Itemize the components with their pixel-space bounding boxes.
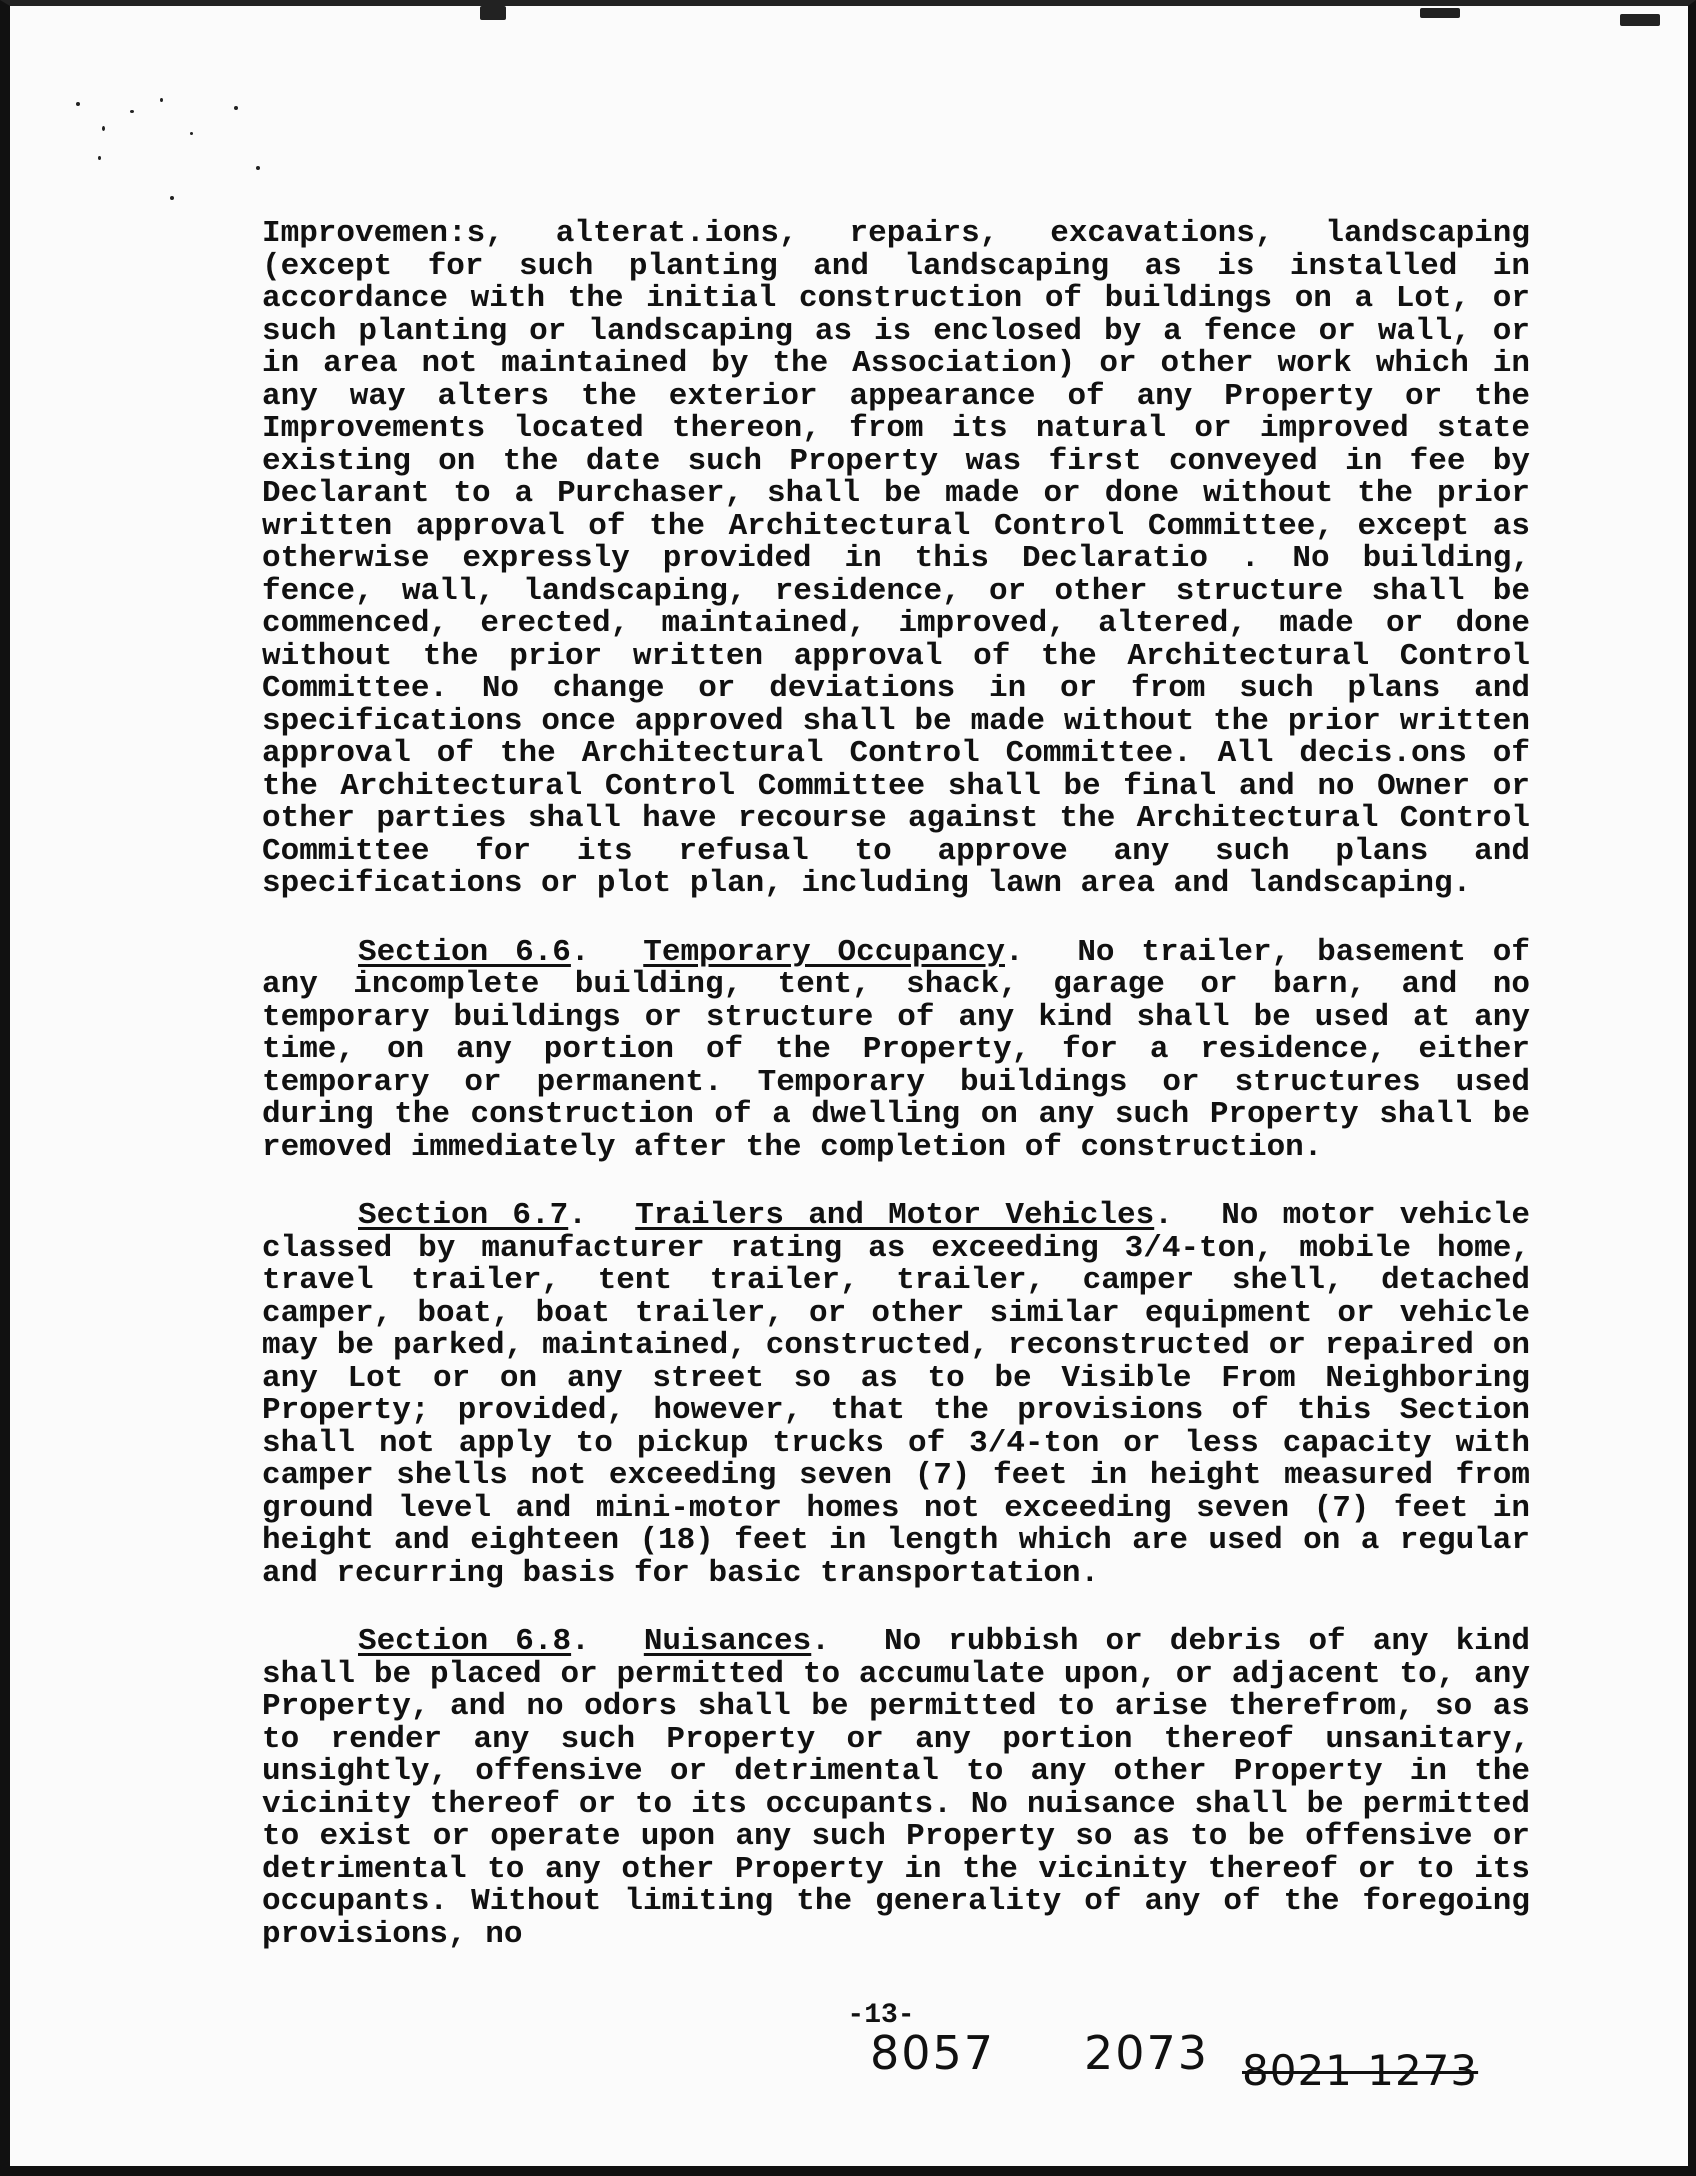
section-text: No trailer, basement of any incomplete building, tent, shack, garage or barn, and no temporary buildings or structure of any kind shall be used at any time, on any portion of the Property, for a residence, either temporary or permanent. Temporary buildings or structures used during the construction of a dwelling on any such Property shall be removed immediately after the completion of construction. [262, 934, 1530, 1165]
page-number: -13- [847, 2000, 915, 2031]
scan-speck [256, 166, 260, 170]
recording-page-number: 2073 [1084, 2026, 1210, 2080]
section-6-6: Section 6.6. Temporary Occupancy. No trailer, basement of any incomplete building, tent, shack, garage or barn, and no temporary buildings or structure of any kind shall be used at any time, on any portion of the Property, for a residence, either temporary or permanent. Temporary buildings or structures used during the construction of a dwelling on any such Property shall be removed immediately after the completion of construction. [262, 934, 1530, 1165]
scan-speck [234, 106, 238, 110]
scan-speck [1420, 8, 1460, 18]
section-text: No rubbish or debris of any kind shall be placed or permitted to accumulate upon, or adjacent to, any Property, and no odors shall be permitted to arise therefrom, so as to render any such Property or any portion thereof unsanitary, unsightly, offensive or detrimental to any other Property in the vicinity thereof or to its occupants. No nuisance shall be permitted to exist or operate upon any such Property so as to be offensive or detrimental to any other Property in the vicinity thereof or to its occupants. Without limiting the generality of any of the foregoing provisions, no [262, 1624, 1530, 1952]
superseded-reference: 8021 1273 [1242, 2046, 1479, 2095]
recording-book-number: 8057 [870, 2026, 996, 2080]
section-label: Section 6.6 [358, 934, 571, 970]
scan-speck [190, 132, 193, 135]
scan-speck [130, 110, 134, 113]
scan-speck [102, 126, 105, 131]
section-title: Temporary Occupancy [643, 934, 1005, 970]
section-label: Section 6.7 [358, 1198, 569, 1233]
scan-speck [76, 102, 80, 106]
scan-speck [160, 98, 163, 102]
section-title: Trailers and Motor Vehicles [635, 1198, 1155, 1233]
scan-speck [170, 196, 174, 200]
section-label: Section 6.8 [358, 1624, 572, 1659]
scan-speck [98, 156, 101, 160]
section-title: Nuisances [643, 1624, 812, 1659]
scan-speck [1620, 14, 1660, 26]
intro-paragraph: Improvemen:s, alterat.ions, repairs, excavations, landscaping (except for such planting and landscaping as is installed in accordance with the initial construction of buildings on a Lot, or such planting or landscaping as is enclosed by a fence or wall, or in area not maintained by the Association) or other work which in any way alters the exterior appearance of any Property or the Improvements located thereon, from its natural or improved state existing on the date such Property was first conveyed in fee by Declarant to a Purchaser, shall be made or done without the prior written approval of the Architectural Control Committee, except as otherwise expressly provided in this Declaratio . No building, fence, wall, landscaping, residence, or other structure shall be commenced, erected, maintained, improved, altered, made or done without the prior written approval of the Architectural Control Committee. No change or deviations in or from such plans and specifications once approved shall be made without the prior written approval of the Architectural Control Committee. All decis.ons of the Architectural Control Committee shall be final and no Owner or other parties shall have recourse against the Architectural Control Committee for its refusal to approve any such plans and specifications or plot plan, including lawn area and landscaping. [262, 216, 1530, 901]
section-6-8: Section 6.8. Nuisances. No rubbish or debris of any kind shall be placed or permitted to accumulate upon, or adjacent to, any Property, and no odors shall be permitted to arise therefrom, so as to render any such Property or any portion thereof unsanitary, unsightly, offensive or detrimental to any other Property in the vicinity thereof or to its occupants. No nuisance shall be permitted to exist or operate upon any such Property so as to be offensive or detrimental to any other Property in the vicinity thereof or to its occupants. Without limiting the generality of any of the foregoing provisions, no [262, 1624, 1530, 1952]
scan-speck [480, 6, 506, 20]
document-body [262, 218, 1530, 1951]
section-text: No motor vehicle classed by manufacturer rating as exceeding 3/4-ton, mobile home, travel trailer, tent trailer, trailer, camper shell, detached camper, boat, boat trailer, or other similar equipment or vehicle may be parked, maintained, constructed, reconstructed or repaired on any Lot or on any street so as to be Visible From Neighboring Property; provided, however, that the provisions of this Section shall not apply to pickup trucks of 3/4-ton or less capacity with camper shells not exceeding seven (7) feet in height measured from ground level and mini-motor homes not exceeding seven (7) feet in height and eighteen (18) feet in length which are used on a regular and recurring basis for basic transportation. [262, 1198, 1530, 1591]
section-6-7: Section 6.7. Trailers and Motor Vehicles. No motor vehicle classed by manufacturer rating as exceeding 3/4-ton, mobile home, travel trailer, tent trailer, trailer, camper shell, detached camper, boat, boat trailer, or other similar equipment or vehicle may be parked, maintained, constructed, reconstructed or repaired on any Lot or on any street so as to be Visible From Neighboring Property; provided, however, that the provisions of this Section shall not apply to pickup trucks of 3/4-ton or less capacity with camper shells not exceeding seven (7) feet in height measured from ground level and mini-motor homes not exceeding seven (7) feet in height and eighteen (18) feet in length which are used on a regular and recurring basis for basic transportation. [262, 1198, 1530, 1591]
